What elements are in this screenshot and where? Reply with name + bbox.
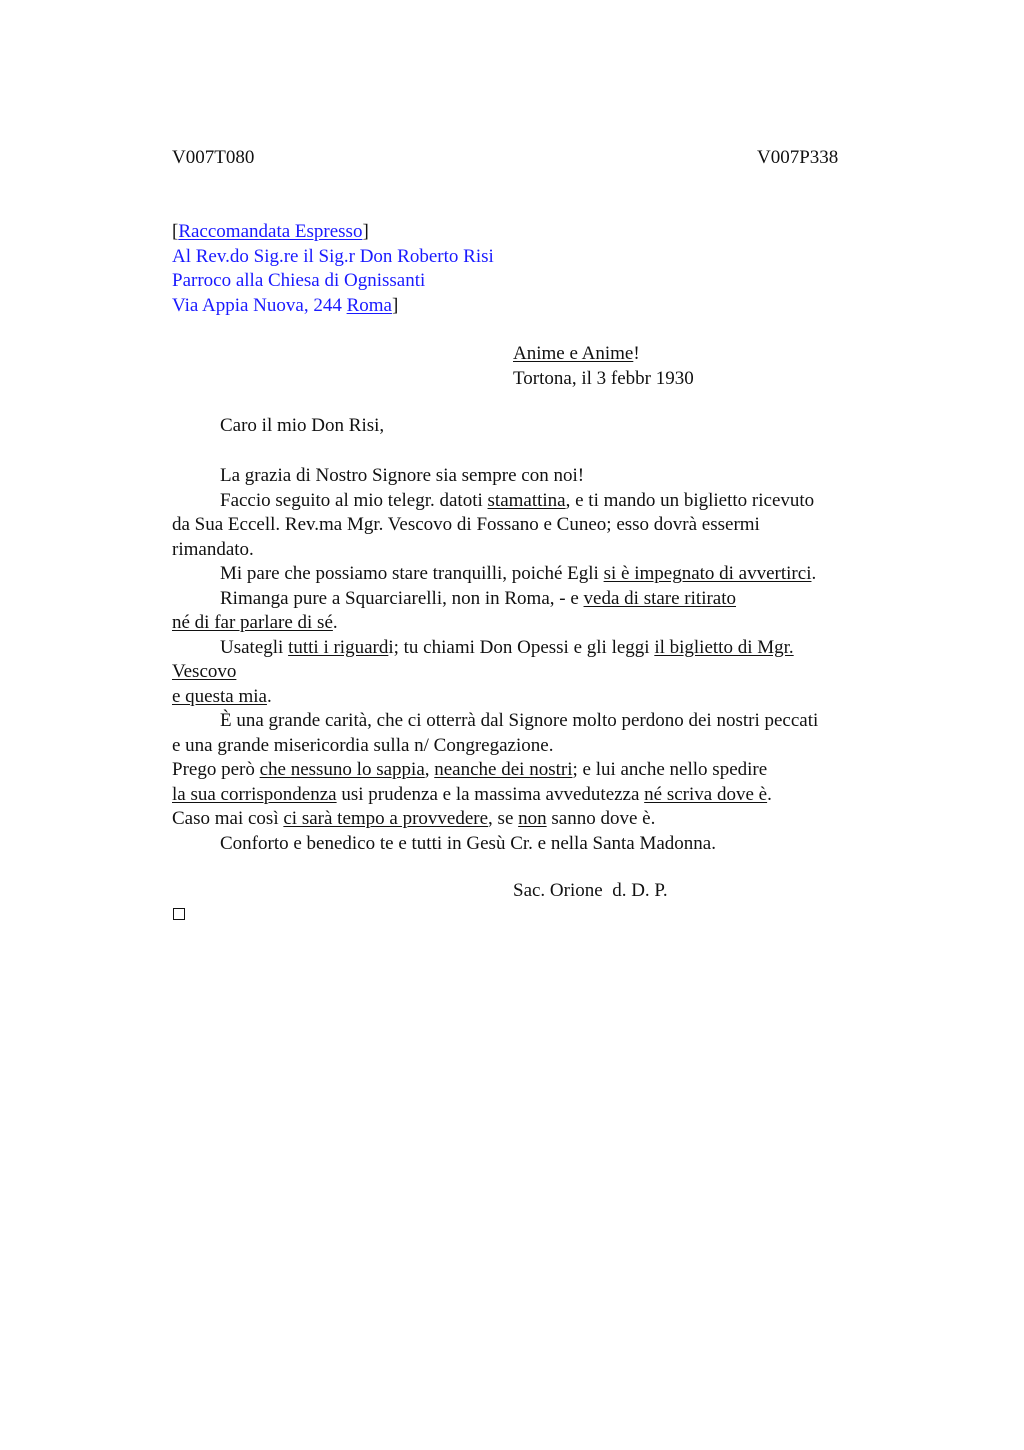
address-block bbox=[172, 220, 494, 318]
body-line: La grazia di Nostro Signore sia sempre con noi! bbox=[220, 465, 585, 486]
body-line: Faccio seguito al mio telegr. datoti stamattina, e ti mando un biglietto ricevuto bbox=[220, 489, 815, 511]
body-line: e questa mia. bbox=[172, 685, 272, 707]
body-line: e una grande misericordia sulla n/ Congregazione. bbox=[172, 734, 554, 756]
body-line: È una grande carità, che ci otterrà dal Signore molto perdono dei nostri peccati bbox=[220, 710, 819, 731]
body-line: da Sua Eccell. Rev.ma Mgr. Vescovo di Fossano e Cuneo; esso dovrà essermi bbox=[172, 514, 760, 535]
signature: Sac. Orione d. D. P. bbox=[513, 880, 668, 901]
body-line: Rimanga pure a Squarciarelli, non in Roma, - e veda di stare ritirato bbox=[220, 587, 737, 609]
place-date: Tortona, il 3 febbr 1930 bbox=[513, 367, 694, 389]
body-line: Prego però che nessuno lo sappia, neanche dei nostri; e lui anche nello spedire bbox=[172, 759, 768, 780]
body-line: rimandato. bbox=[172, 538, 254, 560]
document-code-right: V007P338 bbox=[757, 147, 839, 168]
dateline-block bbox=[513, 342, 694, 391]
body-line: Conforto e benedico te e tutti in Gesù Cr. e nella Santa Madonna. bbox=[220, 832, 716, 854]
address-line-4: Via Appia Nuova, 244 Roma] bbox=[172, 294, 399, 316]
body-line: né di far parlare di sé. bbox=[172, 612, 338, 633]
body-line: Caso mai così ci sarà tempo a provvedere, se non sanno dove è. bbox=[172, 808, 656, 829]
registered-express-note: Raccomandata Espresso bbox=[178, 221, 363, 242]
document-code-left: V007T080 bbox=[172, 147, 255, 168]
address-line-1: [Raccomandata Espresso] bbox=[172, 221, 369, 242]
letter-body bbox=[172, 464, 872, 856]
checkbox-square-icon bbox=[173, 908, 185, 920]
body-line: Mi pare che possiamo stare tranquilli, poiché Egli si è impegnato di avvertirci. bbox=[220, 563, 817, 584]
motto: Anime e Anime! bbox=[513, 343, 640, 364]
body-line: la sua corrispondenza usi prudenza e la massima avvedutezza né scriva dove è. bbox=[172, 783, 772, 805]
address-city: Roma bbox=[346, 294, 392, 316]
body-line: Vescovo bbox=[172, 661, 237, 682]
body-line: Usategli tutti i riguardi; tu chiami Don Opessi e gli leggi il biglietto di Mgr. bbox=[220, 636, 794, 658]
address-line-2: Al Rev.do Sig.re il Sig.r Don Roberto Risi bbox=[172, 245, 494, 267]
salutation: Caro il mio Don Risi, bbox=[220, 415, 385, 436]
address-line-3: Parroco alla Chiesa di Ognissanti bbox=[172, 270, 426, 291]
